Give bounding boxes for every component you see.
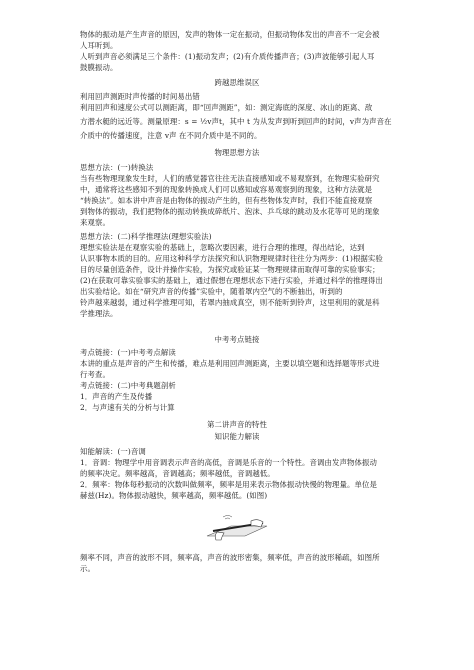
- body-line-conv-3: “转换法”。如本讲中声音是由物体的振动产生的，但有些物体发声时，我们不能直接观察: [80, 196, 373, 205]
- list-item-1: 1．声音的产生及传播: [80, 392, 153, 401]
- body-line-reason-4: (2)在获取可靠实验事实的基础上，通过假想在理想状态下进行实验，并通过科学的推理得出: [80, 276, 383, 285]
- section-heading-misconceptions: 跨越思维误区: [214, 78, 260, 87]
- body-line-3: 人听到声音必须满足三个条件：(1)振动发声；(2)有介质传播声音；(3)声波能够引起人耳: [80, 52, 375, 61]
- subheading-reasoning-method: 思想方法：(二)科学推理法(理想实验法): [80, 232, 212, 241]
- body-line-pitch-2: 的频率决定。频率越高，音调越高；频率越低，音调越低。: [80, 469, 275, 478]
- section-heading-knowledge: 知识能力解读: [214, 432, 260, 441]
- body-line-conv-1: 当有些物理现象发生时，人们的感觉器官往往无法直接感知或不易观察到，在物理实验研究: [80, 174, 380, 183]
- body-line-exam-1: 本讲的重点是声音的产生和传播，难点是利用回声测距离，主要以填空题和选择题等形式进: [80, 359, 380, 368]
- body-line-reason-3: 目的尽量创造条件，设计并操作实验，为探究或验证某一物理规律而取得可靠的实验事实；: [80, 265, 380, 274]
- ruler-on-table-icon: [205, 514, 269, 544]
- body-line-wave-1: 频率不同，声音的波形不同，频率高，声音的波形密集，频率低，声音的波形稀疏，如图所: [80, 553, 380, 562]
- section-heading-exam-links: 中考考点链接: [214, 335, 260, 344]
- body-line-wave-2: 示。: [80, 564, 95, 573]
- body-line-freq-2: 赫兹(Hz)。物体振动越快，频率越高，频率越低。(如图): [80, 491, 268, 500]
- body-line-echo-3: 介质中的传播速度，注意 v声 在不同介质中是不同的。: [80, 131, 262, 140]
- section-heading-methods: 物理思想方法: [214, 148, 260, 157]
- body-line-conv-4: 到物体的振动，我们把物体的振动转换成碎纸片、泡沫、乒乓球的跳动及水花等可见的现象: [80, 207, 380, 216]
- list-item-2: 2．与声速有关的分析与计算: [80, 403, 175, 412]
- body-line-4: 鼓膜振动。: [80, 63, 118, 72]
- body-line-echo-1: 利用回声和速度公式可以测距离，即“回声测距”，如：测定海底的深度、冰山的距离、敌: [80, 103, 373, 112]
- body-line-conv-5: 来观察。: [80, 218, 110, 227]
- body-line-reason-7: 学推理法。: [80, 309, 118, 318]
- subheading-conversion-method: 思想方法：(一)转换法: [80, 163, 154, 172]
- body-line-reason-5: 出实验结论。如在“研究声音的传播”实验中，随着罩内空气的不断抽出，听到的: [80, 287, 343, 296]
- subheading-exam-points: 考点链接：(一)中考考点解读: [80, 348, 176, 357]
- subheading-exam-problems: 考点链接：(二)中考典题剖析: [80, 381, 176, 390]
- subheading-echo-error: 利用回声测距时声传播的时间易出错: [80, 92, 200, 101]
- body-line-pitch-1: 1．音调：物理学中用音调表示声音的高低，音调是乐音的一个特性。音调由发声物体振动: [80, 458, 377, 467]
- body-line-exam-2: 行考查。: [80, 370, 110, 379]
- body-line-conv-2: 中，通常将这些感知不到的现象转换成人们可以感知或容易观察到的现象，这种方法就是: [80, 185, 373, 194]
- body-line-reason-1: 理想实验法是在观察实验的基础上，忽略次要因素，进行合理的推理，得出结论，达到: [80, 243, 365, 252]
- body-line-1: 物体的振动是产生声音的原因，发声的物体一定在振动，但振动物体发出的声音不一定会被: [80, 30, 380, 39]
- body-line-2: 人耳听到。: [80, 41, 118, 50]
- body-line-reason-6: 铃声越来越弱，通过科学推理可知，若罩内抽成真空，则不能听到铃声，这里利用的就是科: [80, 298, 380, 307]
- chapter-title: 第二讲声音的特性: [207, 420, 267, 429]
- subheading-pitch: 知能解读：(一)音调: [80, 447, 146, 456]
- body-line-echo-formula: 方潜水艇的远近等。测量原理：s = ½v声t，其中 t 为从发声到听到回声的时间，v声为声音在: [80, 117, 392, 126]
- body-line-freq-1: 2．频率：物体每秒振动的次数叫做频率，频率是用来表示物体振动快慢的物理量。单位是: [80, 480, 377, 489]
- body-line-reason-2: 认识事物本质的目的。应用这种科学方法探究和认识物理规律时往往分为两步：(1)根据实验: [80, 254, 383, 263]
